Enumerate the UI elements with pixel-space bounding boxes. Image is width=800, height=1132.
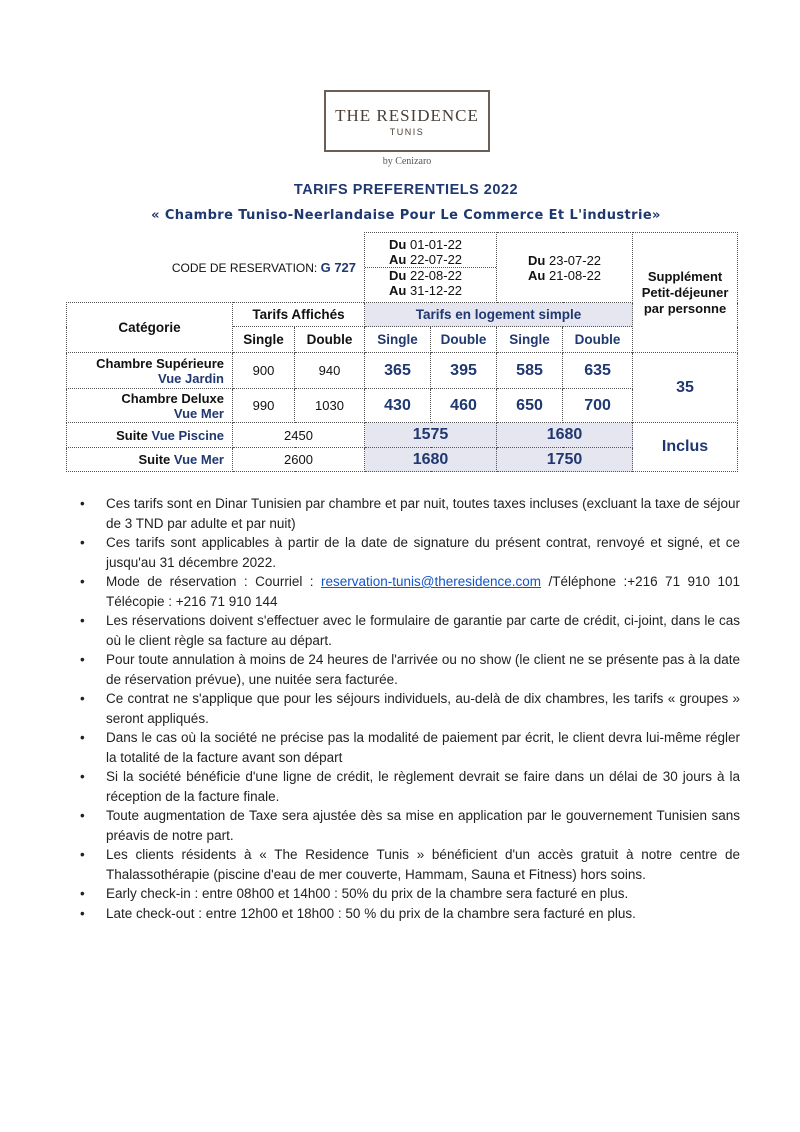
- list-item: • Pour toute annulation à moins de 24 heures de l'arrivée ou no show (le client ne se présente pas à la date de réservation prévue), une nuitée sera facturée.: [80, 652, 740, 687]
- col-tarifs-simple: Tarifs en logement simple: [365, 303, 633, 327]
- period-2-header: Du 23-07-22 Au 21-08-22: [497, 233, 633, 303]
- logo-city: TUNIS: [389, 127, 425, 137]
- list-item: • Toute augmentation de Taxe sera ajustée dès sa mise en application par le gouvernement Tunisien sans préavis de notre part.: [80, 808, 740, 843]
- supplement-header: Supplément Petit-déjeuner par personne: [633, 233, 738, 353]
- logo-name: THE RESIDENCE: [335, 106, 479, 125]
- email-link[interactable]: reservation-tunis@theresidence.com: [320, 574, 542, 589]
- logo-by-line: by Cenizaro: [382, 156, 432, 167]
- table-row: Suite Vue Piscine 2450 1575 1680 Inclus: [67, 423, 738, 448]
- list-item: • Ce contrat ne s'applique que pour les séjours individuels, au-delà de dix chambres, les tarifs « groupes » seront appliqués.: [80, 691, 740, 726]
- list-item: • Dans le cas où la société ne précise pas la modalité de paiement par écrit, le client devra lui-même régler la totalité de la facture avant son départ: [80, 730, 740, 765]
- col-single: Single: [497, 327, 563, 353]
- list-item: • Mode de réservation : Courriel : reservation-tunis@theresidence.com /Téléphone :+216 71 910 101 Télécopie : +216 71 910 144: [80, 574, 740, 609]
- col-double: Double: [295, 327, 365, 353]
- list-item: • Late check-out : entre 12h00 et 18h00 : 50 % du prix de la chambre sera facturé en plus.: [80, 905, 636, 921]
- rates-table: [66, 232, 738, 472]
- page-title: TARIFS PREFERENTIELS 2022: [293, 182, 519, 198]
- list-item: • Les clients résidents à « The Residence Tunis » bénéficient d'un accès gratuit à notre centre de Thalassothérapie (piscine d'eau de mer couverte, Hammam, Sauna et Fitness) hors soins.: [80, 847, 740, 882]
- table-row: Chambre Deluxe Vue Mer 990 1030 430 460 650 700: [67, 389, 738, 423]
- reservation-code-value: G 727: [320, 259, 357, 275]
- col-categorie: Catégorie: [67, 303, 233, 353]
- terms-list: [80, 494, 740, 923]
- col-double: Double: [431, 327, 497, 353]
- page-subtitle: « Chambre Tuniso-Neerlandaise Pour Le Commerce Et L'industrie»: [151, 208, 661, 223]
- period-1-header: Du 01-01-22 Au 22-07-22 Du 22-08-22 Au 31-12-22: [365, 233, 497, 303]
- table-row: Chambre Supérieure Vue Jardin 900 940 365 395 585 635 35: [67, 353, 738, 389]
- table-row: Suite Vue Mer 2600 1680 1750: [67, 448, 738, 472]
- col-single: Single: [365, 327, 431, 353]
- list-item: • Si la société bénéficie d'une ligne de crédit, le règlement devrait se faire dans un délai de 30 jours à la réception de la facture finale.: [80, 769, 740, 804]
- hotel-logo: [324, 90, 490, 152]
- col-single: Single: [233, 327, 295, 353]
- col-double: Double: [563, 327, 633, 353]
- suite-supplement: Inclus: [633, 423, 738, 472]
- list-item: • Ces tarifs sont en Dinar Tunisien par chambre et par nuit, toutes taxes incluses (excluant la taxe de séjour de 3 TND par adulte et par nuit): [80, 496, 740, 531]
- list-item: • Early check-in : entre 08h00 et 14h00 : 50% du prix de la chambre sera facturé en plus.: [80, 886, 629, 901]
- col-tarifs-affiches: Tarifs Affichés: [233, 303, 365, 327]
- supplement-value: 35: [633, 353, 738, 423]
- list-item: • Ces tarifs sont applicables à partir de la date de signature du présent contrat, renvoyé et signé, et ce jusqu'au 31 décembre 2022.: [80, 535, 740, 570]
- list-item: • Les réservations doivent s'effectuer avec le formulaire de garantie par carte de crédit, ci-joint, dans le cas où le client règle sa facture au départ.: [80, 613, 740, 648]
- reservation-code: [67, 233, 365, 303]
- reservation-code-label: CODE DE RESERVATION:: [171, 260, 318, 275]
